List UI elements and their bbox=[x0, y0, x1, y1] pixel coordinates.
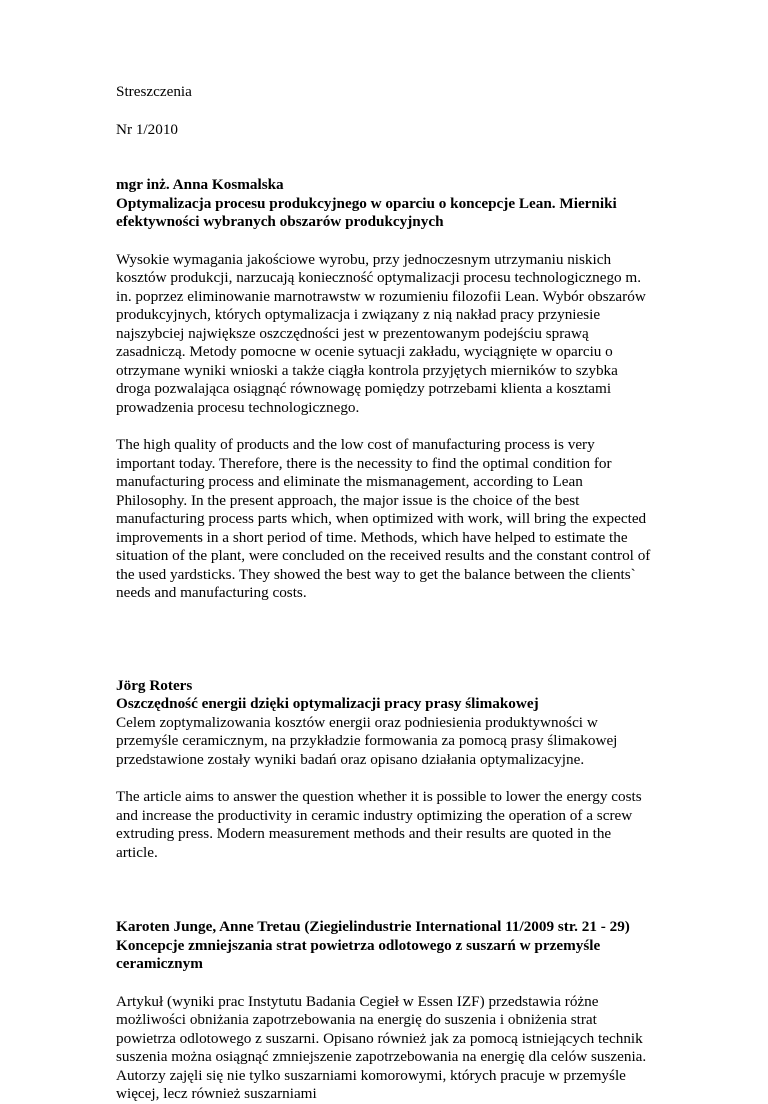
article-1-author: mgr inż. Anna Kosmalska bbox=[116, 176, 284, 193]
article-3-author: Karoten Junge, Anne Tretau (Ziegielindustrie International 11/2009 str. 21 - 29) bbox=[116, 918, 630, 935]
document-page bbox=[116, 83, 656, 1104]
article-1-abstract-pl: Wysokie wymagania jakościowe wyrobu, przy jednoczesnym utrzymaniu niskich kosztów produkcji, narzucają konieczność optymalizacji procesu technologicznego m. in. poprzez eliminowanie marnotrawstw w rozumieniu filozofii Lean. Wybór obszarów produkcyjnych, których optymalizacja i związany z nią nakład pracy przyniesie najszybciej największe oszczędności jest w prezentowanym podejściu sprawą zasadniczą. Metody pomocne w ocenie sytuacji zakładu, wyciągnięte w oparciu o otrzymane wyniki wnioski a także ciągła kontrola przyjętych mierników to szybka droga pozwalająca osiągnąć równowagę pomiędzy potrzebami klienta a kosztami prowadzenia procesu technologicznego. bbox=[116, 250, 646, 416]
article-2 bbox=[116, 677, 656, 863]
article-1-abstract-en: The high quality of products and the low cost of manufacturing process is very important today. Therefore, there is the necessity to find the optimal condition for manufacturing process and eliminate the mismanagement, according to Lean Philosophy. In the present approach, the major issue is the choice of the best manufacturing process parts which, when optimized with work, will bring the expected improvements in a short period of time. Methods, which have helped to estimate the situation of the plant, were concluded on the received results and the constant control of the used yardsticks. They showed the best way to get the balance between the clients` needs and manufacturing costs. bbox=[116, 436, 651, 601]
article-3-title: Koncepcje zmniejszania strat powietrza odlotowego z suszarń w przemyśle ceramicznym bbox=[116, 936, 601, 972]
article-3-abstract-pl: Artykuł (wyniki prac Instytutu Badania Cegieł w Essen IZF) przedstawia różne możliwości obniżania zapotrzebowania na energię do suszenia i obniżenia strat powietrza odlotowego z suszarni. Opisano również jak za pomocą istniejących technik suszenia można osiągnąć zmniejszenie zapotrzebowania na energię dla celów suszenia. Autorzy zajęli się nie tylko suszarniami komorowymi, których pracuje w przemyśle więcej, lecz również suszarniami bbox=[116, 992, 647, 1102]
section-title: Streszczenia bbox=[116, 83, 192, 100]
article-2-author: Jörg Roters bbox=[116, 676, 193, 694]
article-3 bbox=[116, 918, 656, 1104]
article-1 bbox=[116, 176, 656, 603]
article-2-abstract-en: The article aims to answer the question whether it is possible to lower the energy costs and increase the productivity in ceramic industry optimizing the operation of a screw extruding press. Modern measurement methods and their results are quoted in the article. bbox=[116, 788, 642, 861]
article-1-title: Optymalizacja procesu produkcyjnego w oparciu o koncepcje Lean. Mierniki efektywności wybranych obszarów produkcyjnych bbox=[116, 194, 617, 230]
article-2-title: Oszczędność energii dzięki optymalizacji pracy prasy ślimakowej bbox=[116, 695, 539, 712]
article-2-abstract-pl: Celem zoptymalizowania kosztów energii oraz podniesienia produktywności w przemyśle ceramicznym, na przykładzie formowania za pomocą prasy ślimakowej przedstawione zostały wyniki badań oraz opisano działania optymalizacyjne. bbox=[116, 713, 618, 768]
issue-number: Nr 1/2010 bbox=[116, 120, 179, 138]
